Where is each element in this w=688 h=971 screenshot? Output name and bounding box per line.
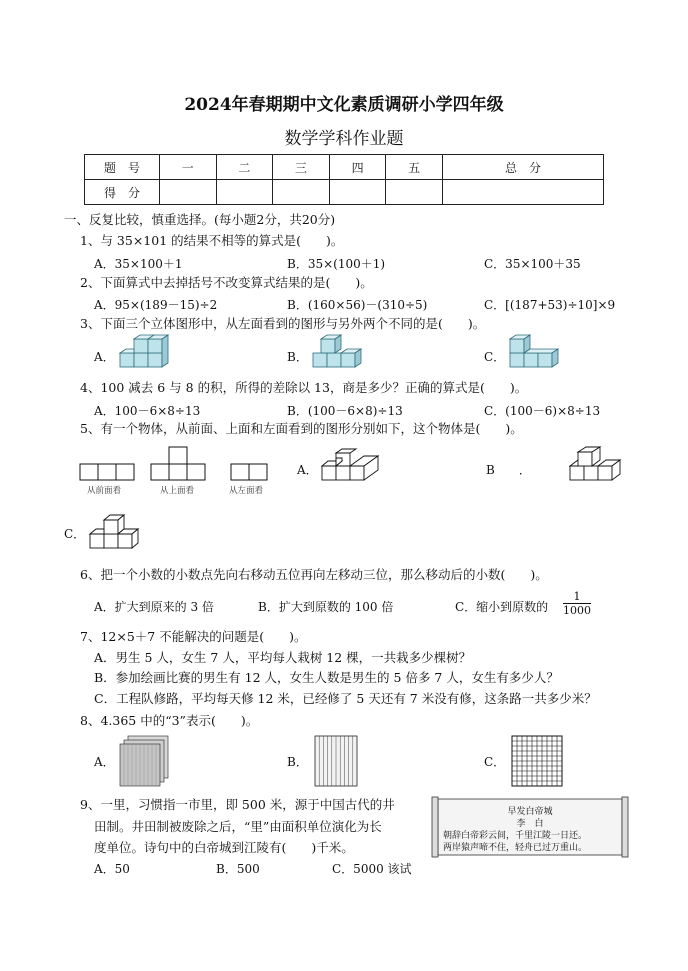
question-5-option-a[interactable]: A． <box>297 463 318 477</box>
question-8-option-b[interactable]: B． <box>287 755 308 769</box>
question-3-option-b[interactable]: B． <box>287 350 308 364</box>
question-9-option-a[interactable]: A．50 <box>94 862 130 876</box>
question-1-option-a[interactable]: A．35×100＋1 <box>94 257 183 271</box>
question-9-option-c[interactable]: C．5000 该试 <box>332 862 412 876</box>
score-input-cell[interactable] <box>386 180 443 205</box>
question-7-option-c[interactable]: C．工程队修路，平均每天修 12 米，已经修了 5 天还有 7 米没有修，这条路一共多少米？ <box>94 691 597 706</box>
q5-top-view-label: 从上面看 <box>160 486 195 496</box>
score-row-label: 得 分 <box>85 180 160 205</box>
page-subtitle: 数学学科作业题 <box>284 129 404 149</box>
fraction-numerator: 1 <box>563 590 591 604</box>
q8-figure-a-blocks[interactable] <box>118 734 174 788</box>
page-title: 2024年春期期中文化素质调研小学四年级 <box>184 95 504 115</box>
question-1-option-c[interactable]: C．35×100＋35 <box>484 257 581 271</box>
question-2-option-c[interactable]: C．[(187+53)÷10]×9 <box>484 298 616 312</box>
question-4-stem: 4、100 减去 6 与 8 的积，所得的差除以 13，商是多少？正确的算式是( )。 <box>80 380 528 395</box>
q5-left-view-label: 从左面看 <box>229 486 264 496</box>
question-1-option-b[interactable]: B．35×(100＋1) <box>287 257 386 271</box>
question-2-option-b[interactable]: B．(160×56)－(310÷5) <box>287 298 428 312</box>
question-9-line-3: 度单位。诗句中的白帝城到江陵有( )千米。 <box>94 840 354 855</box>
question-6-option-c[interactable]: C．缩小到原数的 <box>455 600 549 614</box>
score-input-cell[interactable] <box>273 180 330 205</box>
question-2-stem: 2、下面算式中去掉括号不改变算式结果的是( )。 <box>80 275 373 290</box>
question-9-option-b[interactable]: B．500 <box>216 862 260 876</box>
q5-left-view <box>230 462 270 482</box>
question-3-option-a[interactable]: A． <box>94 350 115 364</box>
score-input-cell[interactable] <box>329 180 386 205</box>
question-6-fraction <box>563 590 591 617</box>
score-header-cell: 四 <box>329 155 386 180</box>
poem-line-1: 朝辞白帝彩云间，千里江陵一日还。 <box>443 831 588 841</box>
score-table-score-row <box>85 180 604 205</box>
q8-figure-b-strips[interactable] <box>313 734 361 788</box>
q3-figure-b[interactable] <box>311 335 367 375</box>
q5-figure-a[interactable] <box>320 452 382 486</box>
question-8-stem: 8、4.365 中的“3”表示( )。 <box>80 713 259 728</box>
question-5-stem: 5、有一个物体，从前面、上面和左面看到的图形分别如下，这个物体是( )。 <box>80 421 523 436</box>
poem-line-2: 两岸猿声啼不住，轻舟已过万重山。 <box>443 843 588 853</box>
question-6-option-b[interactable]: B．扩大到原数的 100 倍 <box>258 600 394 614</box>
question-1-stem: 1、与 35×101 的结果不相等的算式是( )。 <box>80 233 344 248</box>
question-2-option-a[interactable]: A．95×(189－15)÷2 <box>94 298 218 312</box>
question-5-option-b[interactable]: B ． <box>486 463 531 477</box>
poem-title: 早发白帝城 <box>507 807 553 817</box>
score-table <box>84 154 604 205</box>
score-table-header-row <box>85 155 604 180</box>
q5-figure-b[interactable] <box>566 450 628 486</box>
question-5-option-c[interactable]: C． <box>64 527 86 541</box>
question-6-option-a[interactable]: A．扩大到原来的 3 倍 <box>94 600 214 614</box>
question-9-line-1: 9、一里，习惯指一市里，即 500 米，源于中国古代的井 <box>80 797 395 812</box>
q5-top-view <box>150 446 206 482</box>
q8-figure-c-grid[interactable] <box>510 734 566 788</box>
q3-figure-a[interactable] <box>118 335 174 375</box>
question-3-stem: 3、下面三个立体图形中，从左面看到的图形与另外两个不同的是( )。 <box>80 316 486 331</box>
question-7-stem: 7、12×5＋7 不能解决的问题是( )。 <box>80 629 307 644</box>
question-7-option-b[interactable]: B．参加绘画比赛的男生有 12 人，女生人数是男生的 5 倍多 7 人，女生有多少人？ <box>94 670 559 685</box>
q5-figure-c[interactable] <box>88 512 140 552</box>
poem-author: 李 白 <box>516 819 544 829</box>
question-4-option-a[interactable]: A．100－6×8÷13 <box>94 404 201 418</box>
question-3-option-c[interactable]: C． <box>484 350 506 364</box>
score-input-cell[interactable] <box>216 180 273 205</box>
score-header-cell: 二 <box>216 155 273 180</box>
question-6-stem: 6、把一个小数的小数点先向右移动五位再向左移动三位，那么移动后的小数( )。 <box>80 567 548 582</box>
q5-front-view-label: 从前面看 <box>87 486 122 496</box>
score-header-cell: 题 号 <box>85 155 160 180</box>
question-7-option-a[interactable]: A．男生 5 人，女生 7 人，平均每人栽树 12 棵，一共栽多少棵树？ <box>94 650 472 665</box>
score-header-cell: 五 <box>386 155 443 180</box>
q3-figure-c[interactable] <box>508 335 564 375</box>
score-header-cell: 三 <box>273 155 330 180</box>
question-4-option-c[interactable]: C．(100－6)×8÷13 <box>484 404 601 418</box>
question-8-option-a[interactable]: A． <box>94 755 115 769</box>
section-heading: 一、反复比较，慎重选择。(每小题2分，共20分) <box>64 212 336 227</box>
question-4-option-b[interactable]: B．(100－6×8)÷13 <box>287 404 403 418</box>
question-8-option-c[interactable]: C． <box>484 755 506 769</box>
score-input-cell[interactable] <box>442 180 603 205</box>
fraction-denominator: 1000 <box>563 604 591 617</box>
score-input-cell[interactable] <box>160 180 217 205</box>
q5-front-view <box>79 462 135 482</box>
score-header-cell: 一 <box>160 155 217 180</box>
poem-scroll <box>430 795 630 859</box>
score-header-cell: 总 分 <box>442 155 603 180</box>
question-9-line-2: 田制。井田制被废除之后，“里”由面积单位演化为长 <box>94 819 382 834</box>
